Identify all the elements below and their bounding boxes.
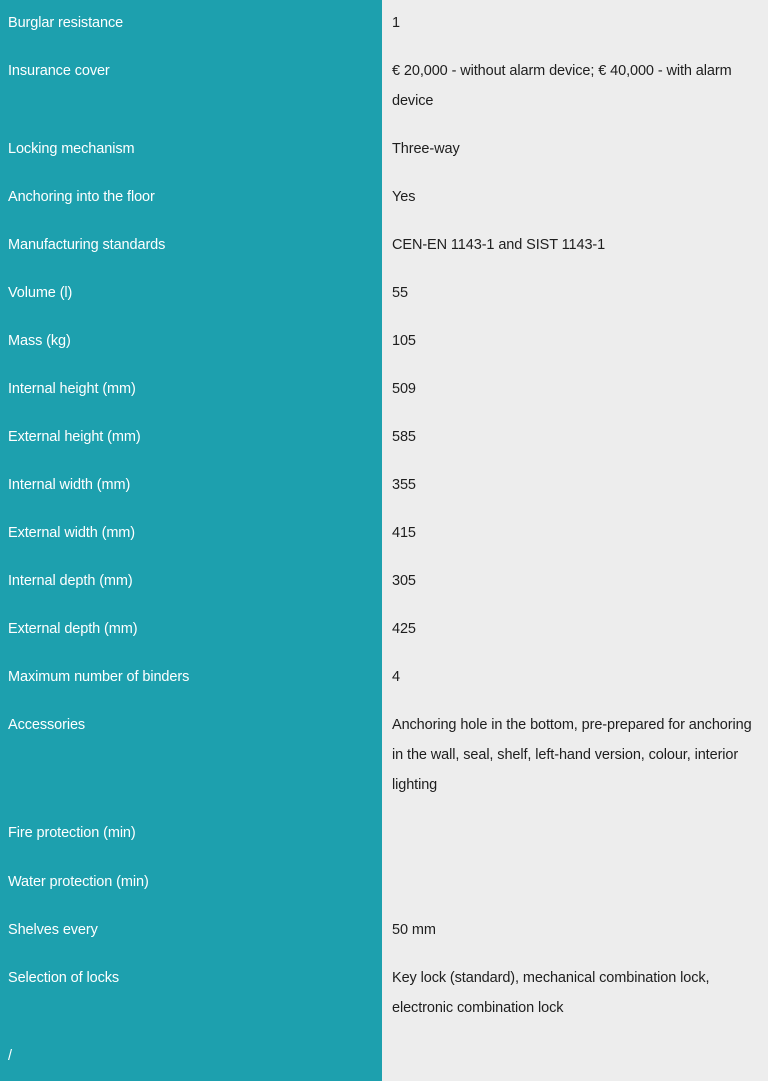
row-value: 355 — [392, 477, 416, 493]
row-label: Water protection (min) — [8, 874, 149, 890]
row-label: Burglar resistance — [8, 15, 124, 31]
row-label: Maximum number of binders — [8, 669, 190, 685]
row-value: CEN-EN 1143-1 and SIST 1143-1 — [392, 237, 606, 253]
row-label: Internal height (mm) — [8, 381, 136, 397]
row-value: 425 — [392, 621, 416, 637]
row-label: Insurance cover — [8, 63, 110, 79]
row-value: 105 — [392, 333, 416, 349]
row-value: 1 — [392, 15, 400, 31]
row-value: Three-way — [392, 141, 460, 157]
row-label: Anchoring into the floor — [8, 189, 155, 205]
row-label: Mass (kg) — [8, 333, 71, 349]
row-label: External height (mm) — [8, 429, 141, 445]
row-value: 415 — [392, 525, 416, 541]
row-value: 50 mm — [392, 922, 436, 938]
row-label: Locking mechanism — [8, 141, 135, 157]
row-label: / — [8, 1048, 12, 1064]
row-label: Manufacturing standards — [8, 237, 166, 253]
row-value: 509 — [392, 381, 416, 397]
row-label: Fire protection (min) — [8, 825, 136, 841]
row-label: Selection of locks — [8, 970, 120, 986]
row-value: 585 — [392, 429, 416, 445]
row-value: Key lock (standard), mechanical combination lock, electronic combination lock — [392, 970, 710, 1016]
row-value: 55 — [392, 285, 408, 301]
row-value: Yes — [392, 189, 416, 205]
row-label: External depth (mm) — [8, 621, 138, 637]
row-value: Anchoring hole in the bottom, pre-prepared for anchoring in the wall, seal, shelf, left-hand version, colour, interior lighting — [392, 717, 752, 793]
row-label: Internal depth (mm) — [8, 573, 133, 589]
row-value: 305 — [392, 573, 416, 589]
row-label: External width (mm) — [8, 525, 136, 541]
row-label: Shelves every — [8, 922, 98, 938]
row-label: Volume (l) — [8, 285, 73, 301]
row-value: € 20,000 - without alarm device; € 40,000 - with alarm device — [392, 63, 732, 109]
row-label: Accessories — [8, 717, 86, 733]
row-label: Internal width (mm) — [8, 477, 131, 493]
row-value: 4 — [392, 669, 400, 685]
